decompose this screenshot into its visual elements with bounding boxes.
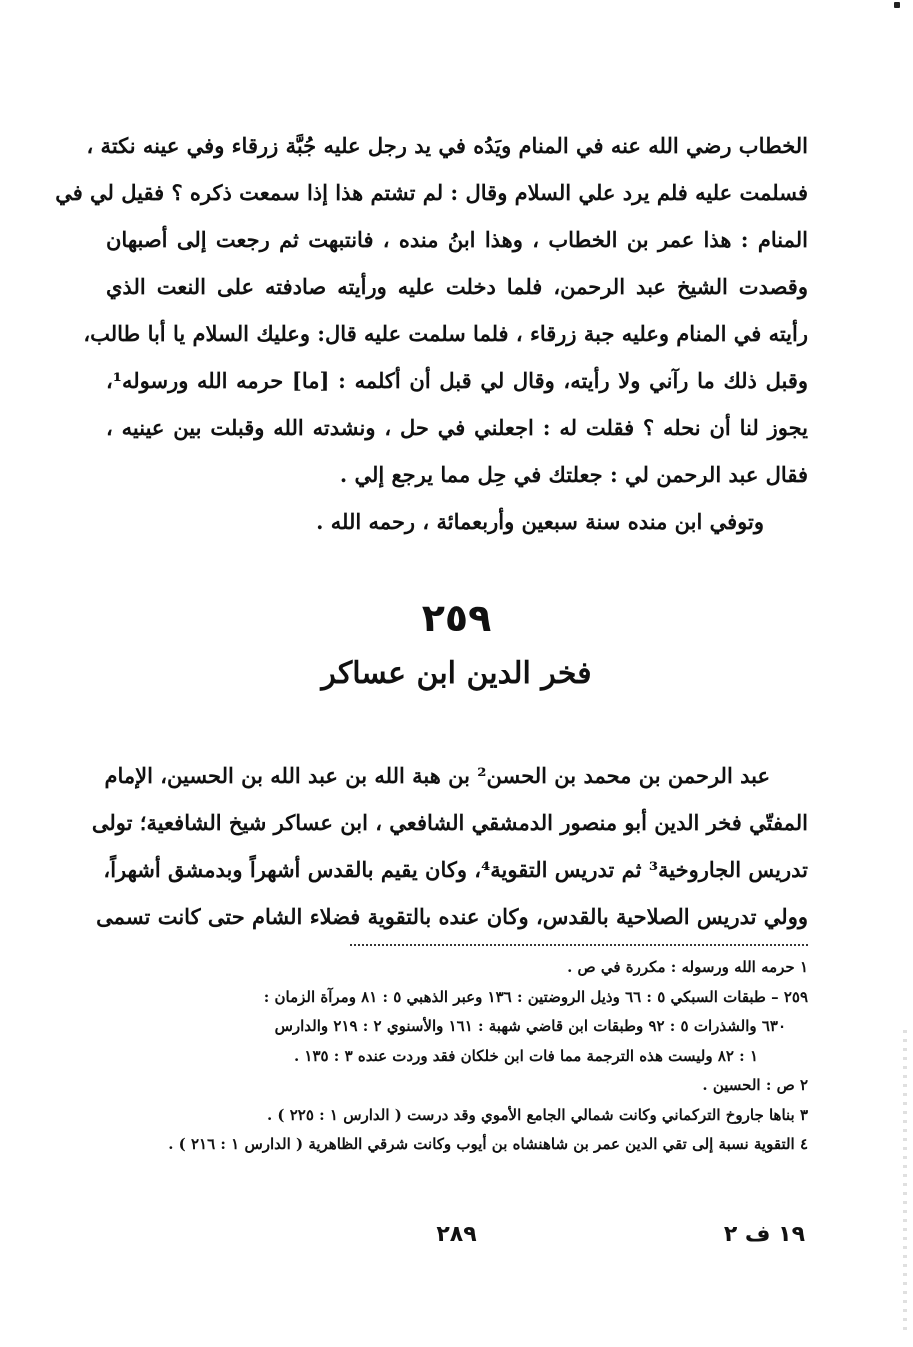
entry-number: ٢٥٩ (421, 596, 492, 640)
footnote: ٢٥٩ – طبقات السبكي ٥ : ٦٦ وذيل الروضتين : ١٣٦ وعبر الذهبي ٥ : ٨١ ومرآة الزمان : (263, 987, 808, 1006)
footnote-separator (350, 944, 808, 946)
bio-paragraph (91, 752, 808, 940)
footnote: ٢ ص : الحسين . (702, 1076, 808, 1094)
bio-line: تدريس الجاروخية³ ثم تدريس التقوية⁴، وكان يقيم بالقدس أشهراً وبدمشق أشهراً، (103, 857, 808, 882)
entry-title: فخر الدين ابن عساكر (321, 656, 592, 691)
bio-line: وولي تدريس الصلاحية بالقدس، وكان عنده بالتقوية فضلاء الشام حتى كانت تسمى (96, 904, 808, 929)
scan-edge (903, 1030, 907, 1330)
body-line: وقبل ذلك ما رآني ولا رأيته، وقال لي قبل أن أكلمه : [ما] حرمه الله ورسوله¹، (106, 368, 808, 393)
footnote: ١ : ٨٢ وليست هذه الترجمة مما فات ابن خلكان فقد وردت عنده ٣ : ١٣٥ . (293, 1046, 758, 1065)
footnote: ٣ بناها جاروخ التركماني وكانت شمالي الجامع الأموي وقد درست ( الدارس ١ : ٢٢٥ ) . (266, 1105, 808, 1124)
body-line: فقال عبد الرحمن لي : جعلتك في حِل مما يرجع إلي . (339, 462, 808, 487)
footnote: ٤ التقوية نسبة إلى تقي الدين عمر بن شاهنشاه بن أيوب وكانت شرقي الظاهرية ( الدارس ١ : ٢١٦ ) . (168, 1135, 808, 1153)
page-number: ٢٨٩ (436, 1222, 477, 1247)
body-line: وقصدت الشيخ عبد الرحمن، فلما دخلت عليه ورأيته صادفته على النعت الذي (106, 274, 808, 299)
footnote: ١ حرمه الله ورسوله : مكررة في ص . (567, 958, 808, 976)
body-line: المنام : هذا عمر بن الخطاب ، وهذا ابنُ منده ، فانتبهت ثم رجعت إلى أصبهان (106, 227, 808, 252)
page-footer (0, 1222, 913, 1262)
body-line: يجوز لنا أن نحله ؟ فقلت له : اجعلني في حل ، ونشدته الله وقبلت بين عينيه ، (106, 415, 808, 440)
bio-line: عبد الرحمن بن محمد بن الحسن² بن هبة الله بن عبد الله بن الحسين، الإمام (104, 763, 770, 788)
body-line: رأيته في المنام وعليه جبة زرقاء ، فلما سلمت عليه قال: وعليك السلام يا أبا طالب، (83, 321, 808, 346)
scan-mark (894, 2, 900, 8)
signature-mark: ١٩ ف ٢ (723, 1222, 805, 1247)
body-line: فسلمت عليه فلم يرد علي السلام وقال : لم تشتم هذا إذا سمعت ذكره ؟ فقيل لي في (55, 180, 808, 205)
footnotes (106, 953, 808, 1160)
closing-line: وتوفي ابن منده سنة سبعين وأربعمائة ، رحمه الله . (316, 509, 764, 534)
body-paragraph (55, 122, 808, 545)
bio-line: المفتّي فخر الدين أبو منصور الدمشقي الشافعي ، ابن عساكر شيخ الشافعية؛ تولى (91, 810, 808, 835)
footnote: ٦٣٠ والشذرات ٥ : ٩٢ وطبقات ابن قاضي شهبة : ١٦١ والأسنوي ٢ : ٢١٩ والدارس (274, 1017, 786, 1035)
body-line: الخطاب رضي الله عنه في المنام ويَدُه في يد رجل عليه جُبَّة زرقاء وفي عينه نكتة ، (86, 133, 808, 158)
